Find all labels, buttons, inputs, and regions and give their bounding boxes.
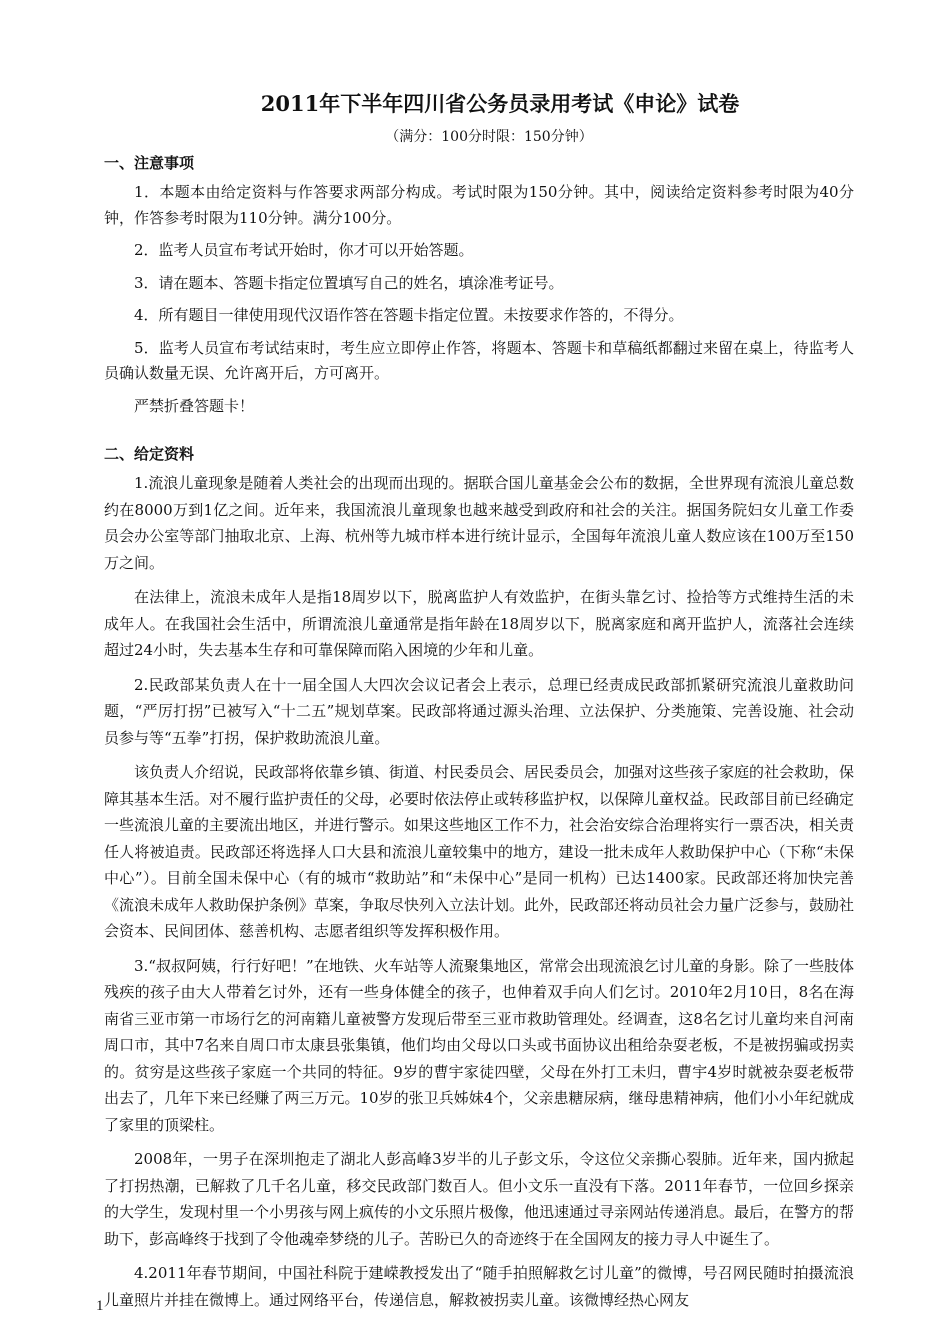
page-subtitle: （满分：100分时限：150分钟） — [385, 129, 593, 145]
material-paragraph: 2.民政部某负责人在十一届全国人大四次会议记者会上表示，总理已经责成民政部抓紧研究流浪儿童救助问题，“严厉打拐”已被写入“十二五”规划草案。民政部将通过源头治理、立法保护、分类施策、完善设施、社会动员参与等“五拳”打拐，保护救助流浪儿童。 — [104, 675, 854, 747]
material-paragraph: 3.“叔叔阿姨，行行好吧！”在地铁、火车站等人流聚集地区，常常会出现流浪乞讨儿童的身影。除了一些肢体残疾的孩子由大人带着乞讨外，还有一些身体健全的孩子，也伸着双手向人们乞讨。2010年2月10日，8名在海南省三亚市第一市场行乞的河南籍儿童被警方发现后带至三亚市救助管理处。经调查，这8名乞讨儿童均来自河南周口市，其中7名来自周口市太康县张集镇，他们均由父母以口头或书面协议出租给杂耍老板，不是被拐骗或拐卖的。贫穷是这些孩子家庭一个共同的特征。9岁的曹宇家徒四壁，父母在外打工未归，曹宇4岁时就被杂耍老板带出去了，几年下来已经赚了两三万元。10岁的张卫兵姊妹4个，父亲患糖尿病，继母患精神病，他们小小年纪就成了家里的顶梁柱。 — [104, 956, 854, 1134]
material-paragraph: 1.流浪儿童现象是随着人类社会的出现而出现的。据联合国儿童基金会公布的数据，全世界现有流浪儿童总数约在8000万到1亿之间。近年来，我国流浪儿童现象也越来越受到政府和社会的关注。据国务院妇女儿童工作委员会办公室等部门抽取北京、上海、杭州等九城市样本进行统计显示，全国每年流浪儿童人数应该在100万至150万之间。 — [104, 474, 854, 572]
section-heading-materials: 二、给定资料 — [104, 445, 195, 463]
notice-item: 3．请在题本、答题卡指定位置填写自己的姓名，填涂准考证号。 — [134, 273, 564, 292]
material-paragraph: 2008年，一男子在深圳抱走了湖北人彭高峰3岁半的儿子彭文乐，令这位父亲撕心裂肺。近年来，国内掀起了打拐热潮，已解救了几千名儿童，移交民政部门数百人。但小文乐一直没有下落。2011年春节，一位回乡探亲的大学生，发现村里一个小男孩与网上疯传的小文乐照片极像，他迅速通过寻亲网站传递消息。最后，在警方的帮助下，彭高峰终于找到了令他魂牵梦绕的儿子。苦盼已久的奇迹终于在全国网友的接力寻人中诞生了。 — [104, 1150, 855, 1248]
material-paragraph: 该负责人介绍说，民政部将依靠乡镇、街道、村民委员会、居民委员会，加强对这些孩子家庭的社会救助，保障其基本生活。对不履行监护责任的父母，必要时依法停止或转移监护权，以保障儿童权益。民政部目前已经确定一些流浪儿童的主要流出地区，并进行警示。如果这些地区工作不力，社会治安综合治理将实行一票否决，相关责任人将被追责。民政部还将选择人口大县和流浪儿童较集中的地方，建设一批未成年人救助保护中心（下称“未保中心”）。目前全国未保中心（有的城市“救助站”和“未保中心”是同一机构）已达1400家。民政部还将加快完善《流浪未成年人救助保护条例》草案，争取尽快列入立法计划。此外，民政部还将动员社会力量广泛参与，鼓励社会资本、民间团体、慈善机构、志愿者组织等发挥积极作用。 — [104, 763, 855, 940]
notice-item: 5．监考人员宣布考试结束时，考生应立即停止作答，将题本、答题卡和草稿纸都翻过来留在桌上，待监考人员确认数量无误、允许离开后，方可离开。 — [104, 338, 854, 382]
page-number: 1 — [96, 1298, 104, 1314]
notice-item: 4．所有题目一律使用现代汉语作答在答题卡指定位置。未按要求作答的，不得分。 — [134, 306, 684, 324]
materials-body — [104, 470, 854, 1313]
notice-item: 2．监考人员宣布考试开始时，你才可以开始答题。 — [134, 241, 474, 259]
section-heading-notice: 一、注意事项 — [104, 154, 195, 172]
material-paragraph: 4.2011年春节期间，中国社科院于建嵘教授发出了“随手拍照解救乞讨儿童”的微博，号召网民随时拍摄流浪儿童照片并挂在微博上。通过网络平台，传递信息，解救被拐卖儿童。该微博经热心网友 — [104, 1264, 854, 1309]
notice-list — [104, 180, 854, 419]
notice-item: 1．本题本由给定资料与作答要求两部分构成。考试时限为150分钟。其中，阅读给定资料参考时限为40分钟，作答参考时限为110分钟。满分100分。 — [104, 183, 854, 227]
page-title: 2011年下半年四川省公务员录用考试《申论》试卷 — [260, 91, 740, 116]
notice-warning: 严禁折叠答题卡！ — [134, 396, 255, 415]
material-paragraph: 在法律上，流浪未成年人是指18周岁以下，脱离监护人有效监护，在街头靠乞讨、捡拾等方式维持生活的未成年人。在我国社会生活中，所谓流浪儿童通常是指年龄在18周岁以下，脱离家庭和离开监护人，流落社会连续超过24小时，失去基本生存和可靠保障而陷入困境的少年和儿童。 — [104, 588, 854, 659]
